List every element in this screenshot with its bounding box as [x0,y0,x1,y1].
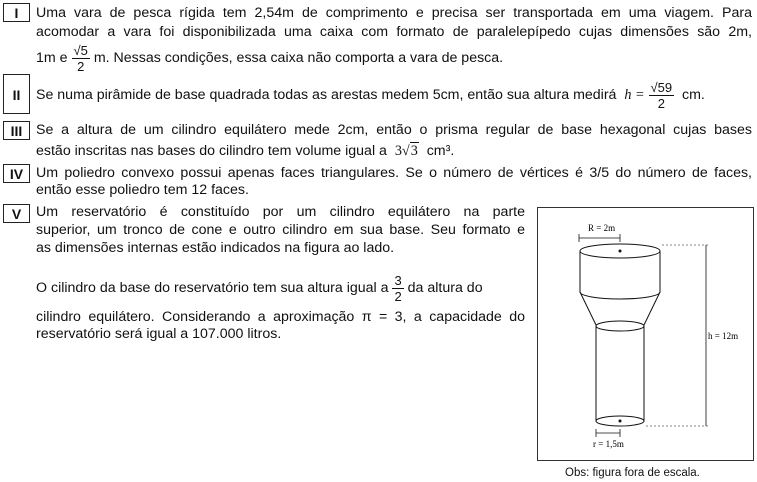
item-1-fraction [72,44,90,73]
fraction-numerator: √5 [73,42,88,58]
reservoir-figure [537,207,754,461]
item-3-line-2-pre: estão inscritas nas bases do cilindro tem volume igual a [36,143,387,159]
item-2-text [36,78,705,112]
figure-caption: Obs: figura fora de escala. [565,467,700,479]
item-3-unit: cm³. [426,143,455,159]
item-3-badge: III [3,121,30,140]
radius-top-label: R = 2m [588,223,616,233]
item-2-post: cm. [682,87,705,103]
item-5-p2-pre: O cilindro da base do reservatório tem sua altura igual a [36,280,389,296]
fraction-numerator: 3 [394,272,402,288]
item-5-p2-line-2: cilindro equilátero. Considerando a aproximação π = 3, a capacidade do [36,309,525,325]
fraction-denominator: 2 [394,288,402,304]
item-1-line-3 [36,43,503,73]
upper-cylinder-bottom [580,292,660,299]
radius-bottom-label: r = 1,5m [593,439,624,449]
item-4-badge: IV [3,164,30,183]
item-2-pre: Se numa pirâmide de base quadrada todas as arestas medem 5cm, então sua altura medirá [36,87,617,103]
item-1-line-1: Uma vara de pesca rígida tem 2,54m de comprimento e precisa ser transportada em uma viagem. Para [36,5,752,21]
item-1-line-3-pre: 1m e [36,50,68,66]
fraction-numerator: √59 [650,79,673,95]
item-4-line-1: Um poliedro convexo possui apenas faces triangulares. Se o número de vértices é 3/5 do número de faces, [36,165,752,181]
item-2-h-label: h = [624,87,645,103]
item-3-line-2 [36,142,454,160]
item-2-fraction [649,81,675,110]
center-dot-top [619,250,622,253]
item-5-line-2: superior, um tronco de cone e outro cilindro em sua base. Seu formato e [36,222,525,238]
sqrt-symbol: √ [401,143,410,159]
item-1-line-2: acomodar a vara foi disponibilizada uma caixa com formato de paralelepípedo cujas dimensões são 2m, [36,24,752,40]
item-3-coef: 3 [394,143,402,159]
height-label: h = 12m [708,331,739,341]
item-5-line-1: Um reservatório é constituído por um cilindro equilátero na parte [36,204,525,220]
item-2-badge: II [3,74,30,114]
item-1-badge: I [3,3,30,22]
item-5-line-3: as dimensões internas estão indicados na figura ao lado. [36,240,395,256]
item-3-line-1: Se a altura de um cilindro equilátero mede 2cm, então o prisma regular de base hexagonal cujas bases [36,122,752,138]
item-5-badge: V [3,204,30,223]
item-1-line-3-post: m. Nessas condições, essa caixa não comporta a vara de pesca. [93,50,504,66]
reservoir-diagram [538,208,753,460]
frustum-bottom [596,321,644,331]
item-5-fraction [392,274,403,303]
fraction-denominator: 2 [77,58,85,74]
fraction-denominator: 2 [657,95,665,111]
item-5-p2-line-3: reservatório será igual a 107.000 litros. [36,326,282,342]
item-4-line-2: então esse poliedro tem 12 faces. [36,182,249,198]
item-5-p2-post: da altura do [407,280,483,296]
item-3-radicand: 3 [410,143,418,159]
item-5-p2-line-1 [36,271,525,305]
center-dot-bottom [619,420,622,423]
